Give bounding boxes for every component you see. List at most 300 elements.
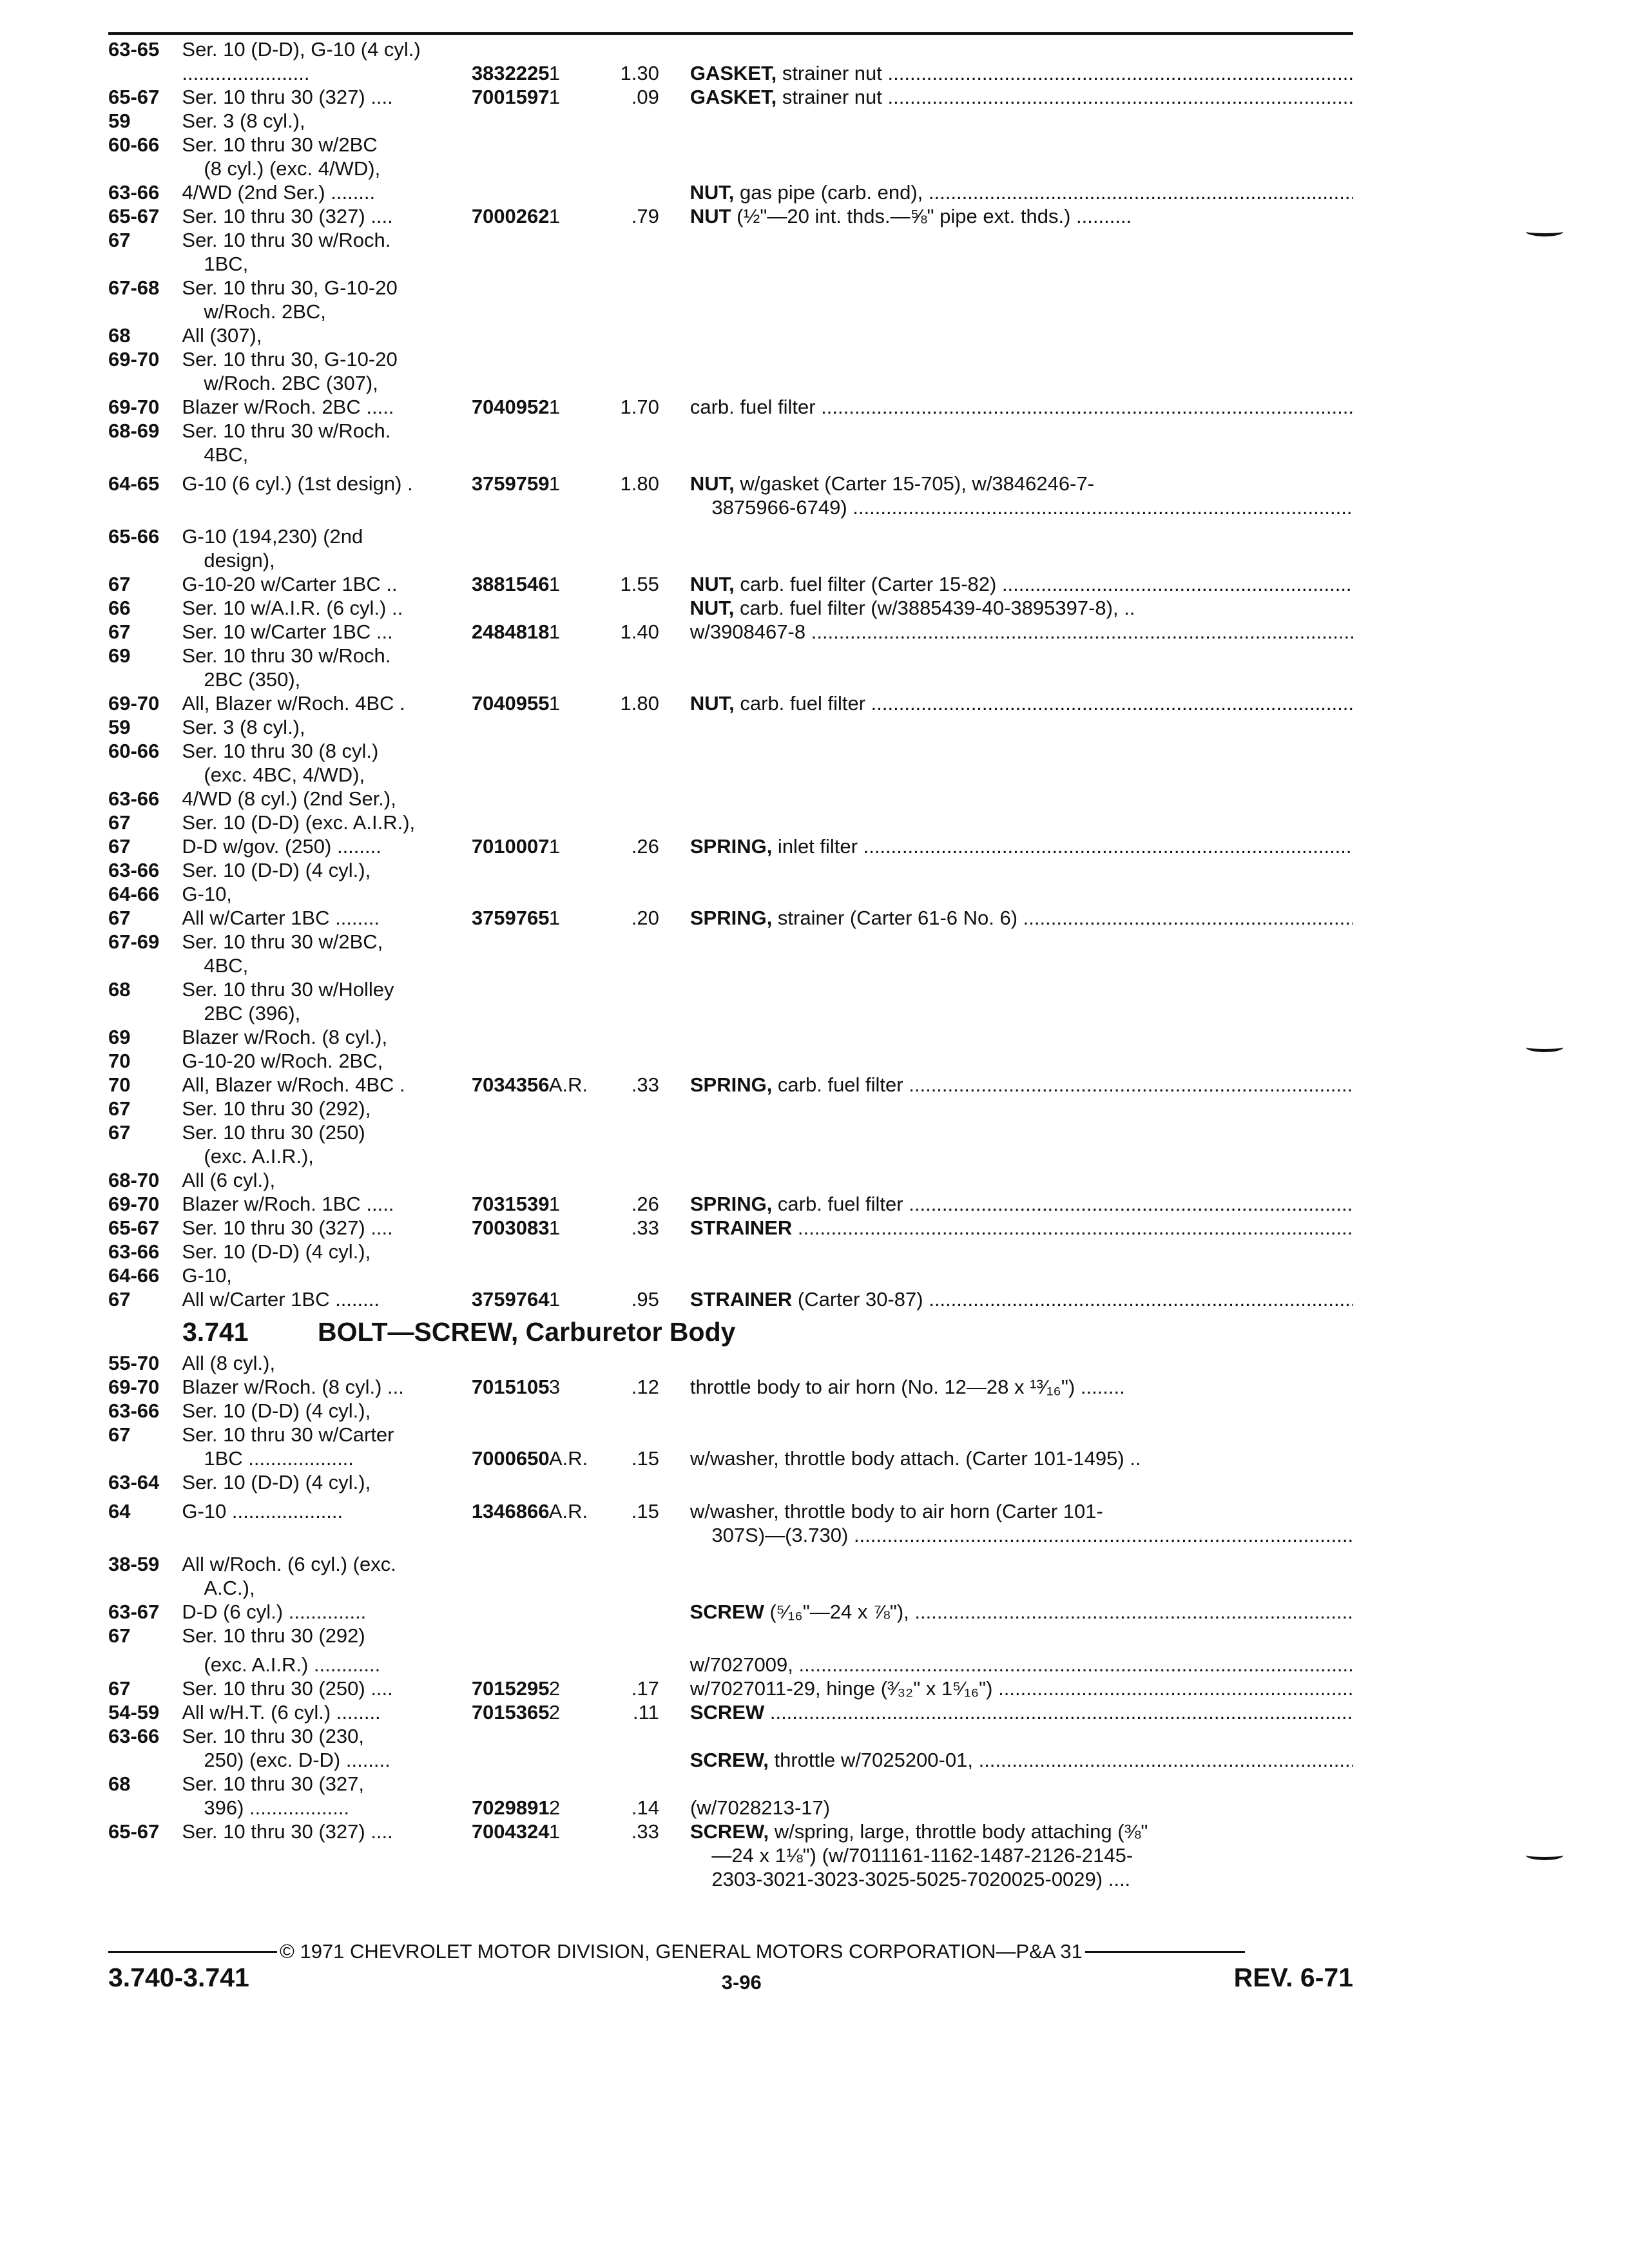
- quantity: 2: [548, 1796, 561, 1819]
- description-text: [711, 1844, 1133, 1867]
- table-row: [108, 644, 1353, 668]
- part-number: 7000262: [471, 205, 550, 227]
- model-years: 67-69: [108, 930, 160, 953]
- description-text: [690, 1376, 1125, 1398]
- part-detail: w/7027009,: [689, 1653, 793, 1676]
- description: [690, 1677, 1353, 1700]
- part-detail: throttle body to air horn (No. 12—28 x ¹³⁄₁₆") ........: [689, 1376, 1125, 1398]
- price: .12: [631, 1376, 659, 1398]
- price: .11: [633, 1701, 659, 1724]
- price: 1.40: [620, 620, 659, 643]
- table-row: [108, 930, 1353, 954]
- application: 4/WD (8 cyl.) (2nd Ser.),: [182, 787, 396, 810]
- part-number: 3759759: [471, 472, 550, 495]
- table-row: [108, 1772, 1353, 1796]
- description-text: [690, 1701, 1353, 1724]
- application: Ser. 3 (8 cyl.),: [182, 110, 305, 132]
- description-text: [690, 396, 1353, 418]
- part-detail: 307S)—(3.730): [711, 1524, 849, 1546]
- part-detail: 3875966-6749): [711, 496, 847, 519]
- table-row: [108, 61, 1353, 85]
- description: [690, 1653, 1353, 1677]
- description-text: [690, 1749, 1353, 1771]
- part-number: 3832225: [471, 62, 550, 84]
- table-row: [108, 157, 1353, 180]
- quantity: 1: [548, 620, 561, 643]
- part-name: NUT,: [689, 692, 735, 715]
- part-number: 7015105: [471, 1376, 550, 1398]
- footer-rule-left: [108, 1951, 277, 1953]
- application: G-10 (6 cyl.) (1st design) .: [182, 472, 413, 495]
- model-years: 59: [108, 110, 131, 132]
- part-number: 3759764: [471, 1288, 550, 1311]
- part-name: GASKET,: [689, 86, 777, 108]
- application: (exc. A.I.R.) ............: [204, 1653, 381, 1676]
- price: .17: [631, 1677, 659, 1700]
- model-years: 70: [108, 1073, 131, 1096]
- model-years: 68-69: [108, 419, 160, 442]
- price: .09: [631, 86, 659, 108]
- table-row: [108, 977, 1353, 1001]
- model-years: 67: [108, 835, 131, 858]
- quantity: 1: [548, 86, 561, 108]
- model-years: 63-66: [108, 1725, 160, 1747]
- binder-mark-2: [1526, 1043, 1563, 1052]
- table-row: [108, 524, 1353, 548]
- description-text: [690, 1073, 1353, 1096]
- model-years: 65-67: [108, 1216, 160, 1239]
- table-row: [108, 180, 1353, 204]
- application: Ser. 10 thru 30, G-10-20: [182, 276, 398, 299]
- part-detail: (Carter 30-87): [792, 1288, 923, 1311]
- application: A.C.),: [204, 1577, 255, 1599]
- description: [690, 906, 1353, 930]
- model-years: 67: [108, 1097, 131, 1120]
- table-row: [108, 204, 1353, 228]
- table-row: [108, 715, 1353, 739]
- price: .33: [631, 1073, 659, 1096]
- application: (8 cyl.) (exc. 4/WD),: [204, 157, 381, 180]
- part-number: 3881546: [471, 573, 550, 595]
- part-detail: gas pipe (carb. end),: [734, 181, 923, 204]
- part-name: GASKET,: [689, 62, 777, 84]
- description: [690, 1375, 1353, 1399]
- application: Ser. 10 w/A.I.R. (6 cyl.) ..: [182, 597, 403, 619]
- description: [689, 495, 1353, 519]
- table-row: [108, 495, 1353, 519]
- price: .33: [631, 1216, 659, 1239]
- model-years: 64-66: [108, 883, 160, 905]
- table-row: [108, 620, 1353, 644]
- table-row: [108, 1120, 1353, 1144]
- table-row: [108, 1446, 1353, 1470]
- part-detail: w/spring, large, throttle body attaching (⅜": [769, 1820, 1148, 1843]
- application: All, Blazer w/Roch. 4BC .: [182, 1073, 405, 1096]
- application: G-10,: [182, 883, 232, 905]
- model-years: 70: [108, 1050, 131, 1072]
- application: Ser. 10 thru 30 w/Roch.: [182, 644, 391, 667]
- table-row: [108, 276, 1353, 300]
- description-text: [690, 573, 1353, 595]
- model-years: 67: [108, 1677, 131, 1700]
- application: 396) ..................: [204, 1796, 350, 1819]
- table-row: [108, 691, 1353, 715]
- part-name: SCREW,: [689, 1749, 769, 1771]
- row-spacer: [108, 1648, 1353, 1653]
- description: [690, 620, 1353, 644]
- model-years: 69: [108, 1026, 131, 1048]
- section-heading: [108, 1315, 1353, 1349]
- row-spacer: [108, 466, 1353, 472]
- part-number: 7000650: [471, 1447, 550, 1470]
- description: [690, 1287, 1353, 1311]
- price: .26: [631, 1193, 659, 1215]
- application: Ser. 10 (D-D) (4 cyl.),: [182, 1240, 371, 1263]
- part-name: NUT,: [689, 472, 735, 495]
- description-text: [690, 835, 1353, 858]
- model-years: 67: [108, 229, 131, 251]
- model-years: 63-65: [108, 38, 160, 61]
- table-row: [108, 1796, 1353, 1820]
- application: G-10 ....................: [182, 1500, 343, 1523]
- application: Ser. 10 thru 30 w/2BC: [182, 133, 378, 156]
- part-detail: carb. fuel filter: [734, 692, 866, 715]
- table-row: [108, 811, 1353, 834]
- quantity: 1: [548, 472, 561, 495]
- price: .95: [631, 1288, 659, 1311]
- application: 2BC (396),: [204, 1002, 301, 1024]
- application: Ser. 10 thru 30 (327) ....: [182, 1820, 393, 1843]
- model-years: 69-70: [108, 692, 160, 715]
- part-name: NUT,: [689, 181, 735, 204]
- model-years: 69-70: [108, 1193, 160, 1215]
- application: G-10 (194,230) (2nd: [182, 525, 363, 548]
- application: Ser. 10 thru 30 (327) ....: [182, 205, 393, 227]
- part-detail: (½"—20 int. thds.—⅝" pipe ext. thds.) ..........: [731, 205, 1132, 227]
- model-years: 69: [108, 644, 131, 667]
- quantity: 3: [548, 1376, 561, 1398]
- top-rule: [108, 32, 1353, 35]
- model-years: 65-67: [108, 86, 160, 108]
- application: 4BC,: [204, 954, 249, 977]
- price: .15: [631, 1500, 659, 1523]
- model-years: 69-70: [108, 348, 160, 370]
- description-text: [690, 1500, 1103, 1523]
- table-row: [108, 668, 1353, 691]
- application: G-10-20 w/Carter 1BC ..: [182, 573, 398, 595]
- table-row: [108, 1168, 1353, 1192]
- part-number: 7004324: [471, 1820, 550, 1843]
- model-years: 63-66: [108, 1240, 160, 1263]
- description: [690, 472, 1353, 495]
- part-detail: carb. fuel filter: [772, 1073, 903, 1096]
- description-text: [690, 907, 1353, 929]
- model-years: 68-70: [108, 1169, 160, 1191]
- quantity: 1: [548, 62, 561, 84]
- model-years: 55-70: [108, 1352, 160, 1374]
- part-name: NUT,: [689, 597, 735, 619]
- application: Ser. 10 thru 30 (292),: [182, 1097, 371, 1120]
- part-number: 7029891: [471, 1796, 550, 1819]
- part-detail: carb. fuel filter: [772, 1193, 903, 1215]
- model-years: 67: [108, 1288, 131, 1311]
- description-text: [711, 1868, 1130, 1890]
- application: Ser. 10 thru 30 w/Roch.: [182, 229, 391, 251]
- application: design),: [204, 549, 275, 572]
- model-years: 68: [108, 1773, 131, 1795]
- description: [690, 1216, 1353, 1240]
- row-spacer: [108, 1547, 1353, 1552]
- description: [690, 1192, 1353, 1216]
- copyright-text: © 1971 CHEVROLET MOTOR DIVISION, GENERAL MOTORS CORPORATION—P&A 31: [280, 1940, 1083, 1963]
- application: All (307),: [182, 324, 262, 347]
- part-number: 7015295: [471, 1677, 550, 1700]
- application: Ser. 10 thru 30, G-10-20: [182, 348, 398, 370]
- table-row: [108, 1375, 1353, 1399]
- description-text: [690, 1677, 1353, 1700]
- description: [690, 1499, 1353, 1523]
- table-row: [108, 1653, 1353, 1677]
- description-text: [690, 692, 1353, 715]
- description-text: [690, 620, 1353, 643]
- part-number: 7040952: [471, 396, 550, 418]
- model-years: 68: [108, 978, 131, 1001]
- part-detail: strainer nut: [776, 86, 882, 108]
- quantity: A.R.: [548, 1447, 588, 1470]
- part-number: 7031539: [471, 1193, 550, 1215]
- part-detail: (w/7028213-17): [689, 1796, 831, 1819]
- model-years: 54-59: [108, 1701, 160, 1724]
- application: 4BC,: [204, 443, 249, 466]
- table-row: [108, 1552, 1353, 1576]
- quantity: 1: [548, 205, 561, 227]
- table-row: [108, 347, 1353, 371]
- description-text: [690, 62, 1353, 84]
- quantity: 1: [548, 835, 561, 858]
- application: w/Roch. 2BC,: [204, 300, 326, 323]
- table-row: [108, 1677, 1353, 1700]
- table-row: [108, 37, 1353, 61]
- quantity: 1: [548, 1288, 561, 1311]
- model-years: 66: [108, 597, 131, 619]
- model-years: 67: [108, 620, 131, 643]
- table-row: [108, 1287, 1353, 1311]
- application: D-D w/gov. (250) ........: [182, 835, 381, 858]
- application: All w/Roch. (6 cyl.) (exc.: [182, 1553, 396, 1575]
- part-number: 7010007: [471, 835, 550, 858]
- application: w/Roch. 2BC (307),: [204, 372, 378, 394]
- part-number: 7034356: [471, 1073, 550, 1096]
- table-row: [108, 787, 1353, 811]
- application: (exc. A.I.R.),: [204, 1145, 314, 1168]
- table-row: [108, 1843, 1353, 1867]
- table-row: [108, 1351, 1353, 1375]
- table-row: [108, 858, 1353, 882]
- model-years: 67-68: [108, 276, 160, 299]
- description: [689, 596, 1353, 620]
- price: 1.80: [620, 472, 659, 495]
- parts-listing: [108, 37, 1353, 1891]
- description-text: [689, 1600, 1353, 1623]
- table-row: [108, 1576, 1353, 1600]
- part-name: SPRING,: [689, 835, 773, 858]
- quantity: 1: [548, 396, 561, 418]
- application: Ser. 10 thru 30 w/Carter: [182, 1423, 394, 1446]
- quantity: A.R.: [548, 1073, 588, 1096]
- description-text: [711, 1524, 1353, 1546]
- table-row: [108, 472, 1353, 495]
- application: Ser. 10 thru 30 (292): [182, 1624, 365, 1647]
- part-detail: w/3908467-8: [689, 620, 806, 643]
- application: Ser. 10 (D-D) (4 cyl.),: [182, 1399, 371, 1422]
- description: [690, 1748, 1353, 1772]
- table-row: [108, 882, 1353, 906]
- table-row: [108, 1001, 1353, 1025]
- application: Ser. 3 (8 cyl.),: [182, 716, 305, 738]
- description: [689, 1867, 1353, 1891]
- table-row: [108, 1049, 1353, 1073]
- price: .14: [631, 1796, 659, 1819]
- binder-mark-3: [1526, 1850, 1563, 1860]
- table-row: [108, 1264, 1353, 1287]
- revision: REV. 6-71: [1233, 1963, 1353, 1992]
- application: Ser. 10 w/Carter 1BC ...: [182, 620, 393, 643]
- table-row: [108, 1073, 1353, 1097]
- application: All (6 cyl.),: [182, 1169, 276, 1191]
- table-row: [108, 763, 1353, 787]
- application: 1BC ...................: [204, 1447, 354, 1470]
- model-years: 69-70: [108, 396, 160, 418]
- model-years: 65-67: [108, 205, 160, 227]
- table-row: [108, 1600, 1353, 1624]
- table-row: [108, 1144, 1353, 1168]
- description: [690, 1700, 1353, 1724]
- part-detail: carb. fuel filter: [689, 396, 816, 418]
- footer-rule-right: [1085, 1951, 1245, 1953]
- description: [690, 1446, 1353, 1470]
- description-text: [690, 1796, 830, 1819]
- application: Blazer w/Roch. 1BC .....: [182, 1193, 394, 1215]
- table-row: [108, 85, 1353, 109]
- table-row: [108, 548, 1353, 572]
- price: 1.70: [620, 396, 659, 418]
- part-detail: w/7027011-29, hinge (³⁄₃₂" x 1⁵⁄₁₆"): [689, 1677, 993, 1700]
- table-row: [108, 1820, 1353, 1843]
- part-name: SPRING,: [689, 1073, 773, 1096]
- application: All, Blazer w/Roch. 4BC .: [182, 692, 405, 715]
- part-detail: throttle w/7025200-01,: [768, 1749, 973, 1771]
- row-spacer: [108, 519, 1353, 524]
- table-row: [108, 1399, 1353, 1423]
- application: Ser. 10 thru 30 (250) ....: [182, 1677, 393, 1700]
- table-row: [108, 109, 1353, 133]
- table-row: [108, 300, 1353, 323]
- quantity: 2: [548, 1677, 561, 1700]
- description-text: [690, 1820, 1148, 1843]
- table-row: [108, 1867, 1353, 1891]
- table-row: [108, 1724, 1353, 1748]
- description-text: [690, 1653, 1353, 1676]
- part-name: NUT,: [689, 573, 735, 595]
- table-row: [108, 834, 1353, 858]
- row-spacer: [108, 1494, 1353, 1499]
- model-years: 67: [108, 811, 131, 834]
- model-years: 63-66: [108, 859, 160, 881]
- model-years: 63-66: [108, 787, 160, 810]
- table-row: [108, 395, 1353, 419]
- part-name: SCREW: [689, 1600, 764, 1623]
- application: Ser. 10 (D-D) (4 cyl.),: [182, 859, 371, 881]
- description: [689, 1600, 1353, 1624]
- part-detail: 2303-3021-3023-3025-5025-7020025-0029) ....: [711, 1868, 1131, 1890]
- model-years: 64: [108, 1500, 131, 1523]
- model-years: 63-67: [108, 1600, 160, 1623]
- application: .......................: [182, 62, 310, 84]
- application: 2BC (350),: [204, 668, 301, 691]
- description: [690, 834, 1353, 858]
- table-row: [108, 1700, 1353, 1724]
- table-row: [108, 252, 1353, 276]
- application: Ser. 10 (D-D) (exc. A.I.R.),: [182, 811, 416, 834]
- price: .79: [631, 205, 659, 227]
- model-years: 63-64: [108, 1471, 160, 1494]
- application: Ser. 10 thru 30 (327) ....: [182, 1216, 393, 1239]
- listing-block-strainer: [108, 37, 1353, 1311]
- description: [690, 691, 1353, 715]
- table-row: [108, 906, 1353, 930]
- page-number: 3-96: [721, 1971, 762, 1994]
- part-name: SPRING,: [689, 1193, 773, 1215]
- application: 250) (exc. D-D) ........: [204, 1749, 390, 1771]
- model-years: 60-66: [108, 133, 160, 156]
- model-years: 68: [108, 324, 131, 347]
- description-text: [689, 597, 1135, 619]
- part-name: STRAINER: [689, 1288, 793, 1311]
- model-years: 65-67: [108, 1820, 160, 1843]
- model-years: 67: [108, 1121, 131, 1144]
- description-text: [690, 1216, 1353, 1239]
- quantity: 1: [548, 1820, 561, 1843]
- description-text: [690, 86, 1353, 108]
- part-name: SCREW: [689, 1701, 765, 1724]
- application: Ser. 10 (D-D), G-10 (4 cyl.): [182, 38, 421, 61]
- part-number: 1346866: [471, 1500, 550, 1523]
- part-detail: strainer (Carter 61-6 No. 6): [772, 907, 1018, 929]
- description-text: [690, 1288, 1353, 1311]
- table-row: [108, 1499, 1353, 1523]
- description-text: [690, 205, 1132, 227]
- copyright-line: [108, 1941, 1353, 1963]
- table-row: [108, 133, 1353, 157]
- table-row: [108, 443, 1353, 466]
- description: [690, 61, 1353, 85]
- application: Blazer w/Roch. (8 cyl.) ...: [182, 1376, 404, 1398]
- model-years: 38-59: [108, 1553, 160, 1575]
- part-detail: (⁵⁄₁₆"—24 x ⅞"),: [764, 1600, 909, 1623]
- application: Ser. 10 (D-D) (4 cyl.),: [182, 1471, 371, 1494]
- description-text: [690, 1447, 1141, 1470]
- part-number: 3759765: [471, 907, 550, 929]
- price: .26: [631, 835, 659, 858]
- model-years: 67: [108, 907, 131, 929]
- part-detail: —24 x 1⅛") (w/7011161-1162-1487-2126-2145-: [711, 1844, 1133, 1867]
- table-row: [108, 1523, 1353, 1547]
- application: D-D (6 cyl.) ..............: [182, 1600, 367, 1623]
- application: Ser. 10 thru 30 w/Roch.: [182, 419, 391, 442]
- application: Ser. 10 thru 30 (250): [182, 1121, 365, 1144]
- description-text: [711, 496, 1353, 519]
- group-range: 3.740-3.741: [108, 1963, 249, 1992]
